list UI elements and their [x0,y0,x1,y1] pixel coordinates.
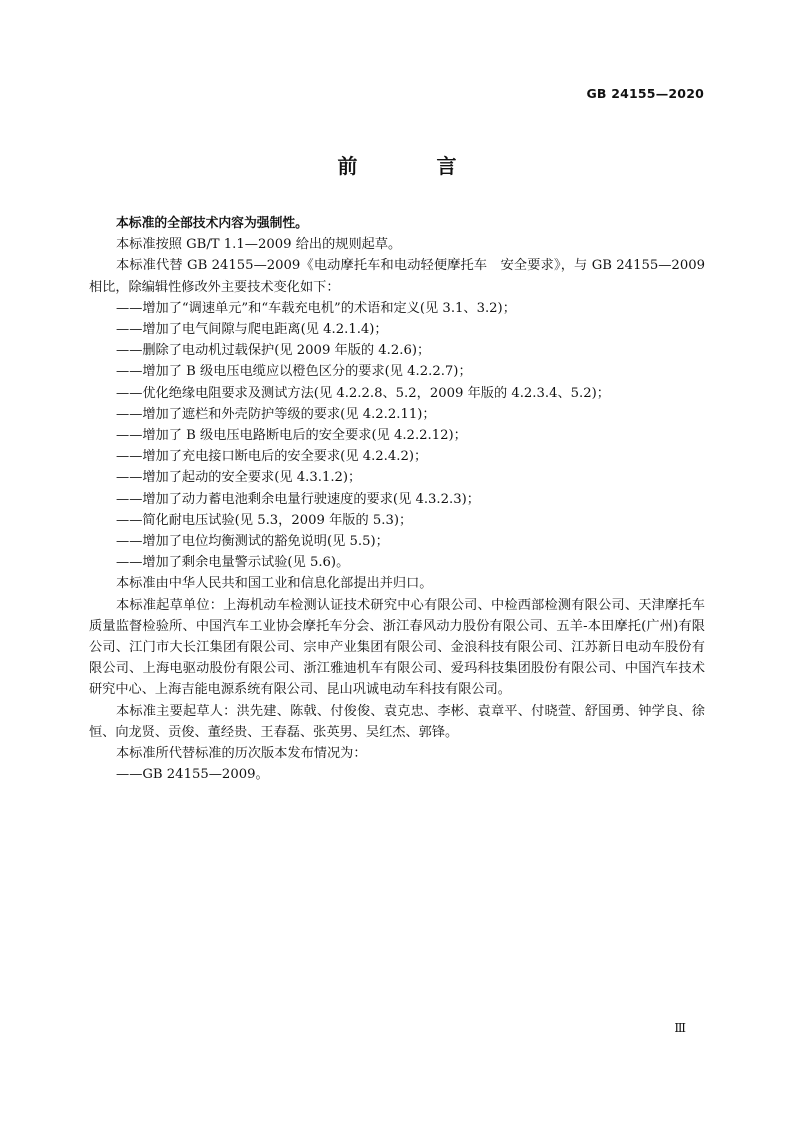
paragraph-replacement: 本标准代替 GB 24155—2009《电动摩托车和电动轻便摩托车 安全要求》，与 GB 24155—2009 相比，除编辑性修改外主要技术变化如下： [89,258,705,295]
page-number: Ⅲ [674,1021,686,1035]
change-item: ——增加了充电接口断电后的安全要求(见 4.2.4.2)； [116,449,428,465]
change-item: ——增加了电气间隙与爬电距离(见 4.2.1.4)； [116,322,388,338]
paragraph-proposer: 本标准由中华人民共和国工业和信息化部提出并归口。 [116,576,433,592]
change-item: ——删除了电动机过载保护(见 2009 年版的 4.2.6)； [116,343,431,359]
history-item: ——GB 24155—2009。 [116,767,269,783]
standard-code: GB 24155—2020 [586,86,704,101]
change-item: ——增加了 B 级电压电路断电后的安全要求(见 4.2.2.12)； [116,428,467,444]
change-item: ——增加了剩余电量警示试验(见 5.6)。 [116,555,350,571]
change-item: ——简化耐电压试验(见 5.3，2009 年版的 5.3)； [116,512,413,528]
change-item: ——增加了起动的安全要求(见 4.3.1.2)； [116,470,362,486]
page-title: 前 言 [337,154,493,178]
paragraph-drafters: 本标准主要起草人：洪先建、陈戟、付俊俊、袁克忠、李彬、袁章平、付晓萱、舒国勇、钟学良、徐恒、向龙贤、贡俊、董经贵、王春磊、张英男、吴红杰、郭锋。 [89,703,705,740]
change-item: ——增加了电位均衡测试的豁免说明(见 5.5)； [116,534,389,550]
document-body [89,213,705,785]
change-item: ——优化绝缘电阻要求及测试方法(见 4.2.2.8、5.2，2009 年版的 4.2.3.4、5.2)； [116,385,610,401]
change-item: ——增加了遮栏和外壳防护等级的要求(见 4.2.2.11)； [116,406,436,422]
change-item: ——增加了动力蓄电池剩余电量行驶速度的要求(见 4.3.2.3)； [116,491,480,507]
paragraph-mandatory: 本标准的全部技术内容为强制性。 [116,216,308,231]
change-item: ——增加了“调速单元”和“车载充电机”的术语和定义(见 3.1、3.2)； [116,300,516,316]
change-item: ——增加了 B 级电压电缆应以橙色区分的要求(见 4.2.2.7)； [116,364,472,380]
paragraph-drafting-units: 本标准起草单位：上海机动车检测认证技术研究中心有限公司、中检西部检测有限公司、天津摩托车质量监督检验所、中国汽车工业协会摩托车分会、浙江春风动力股份有限公司、五羊-本田摩托(广州)有限公司、江门市大长江集团有限公司、宗申产业集团有限公司、金浪科技有限公司、江苏新日电动车股份有限公司、上海电驱动股份有限公司、浙江雅迪机车有限公司、爱玛科技集团股份有限公司、中国汽车技术研究中心、上海吉能电源系统有限公司、昆山巩诚电动车科技有限公司。 [89,597,705,698]
paragraph-history-intro: 本标准所代替标准的历次版本发布情况为： [116,746,367,762]
paragraph-drafting-rules: 本标准按照 GB/T 1.1—2009 给出的规则起草。 [116,237,402,253]
